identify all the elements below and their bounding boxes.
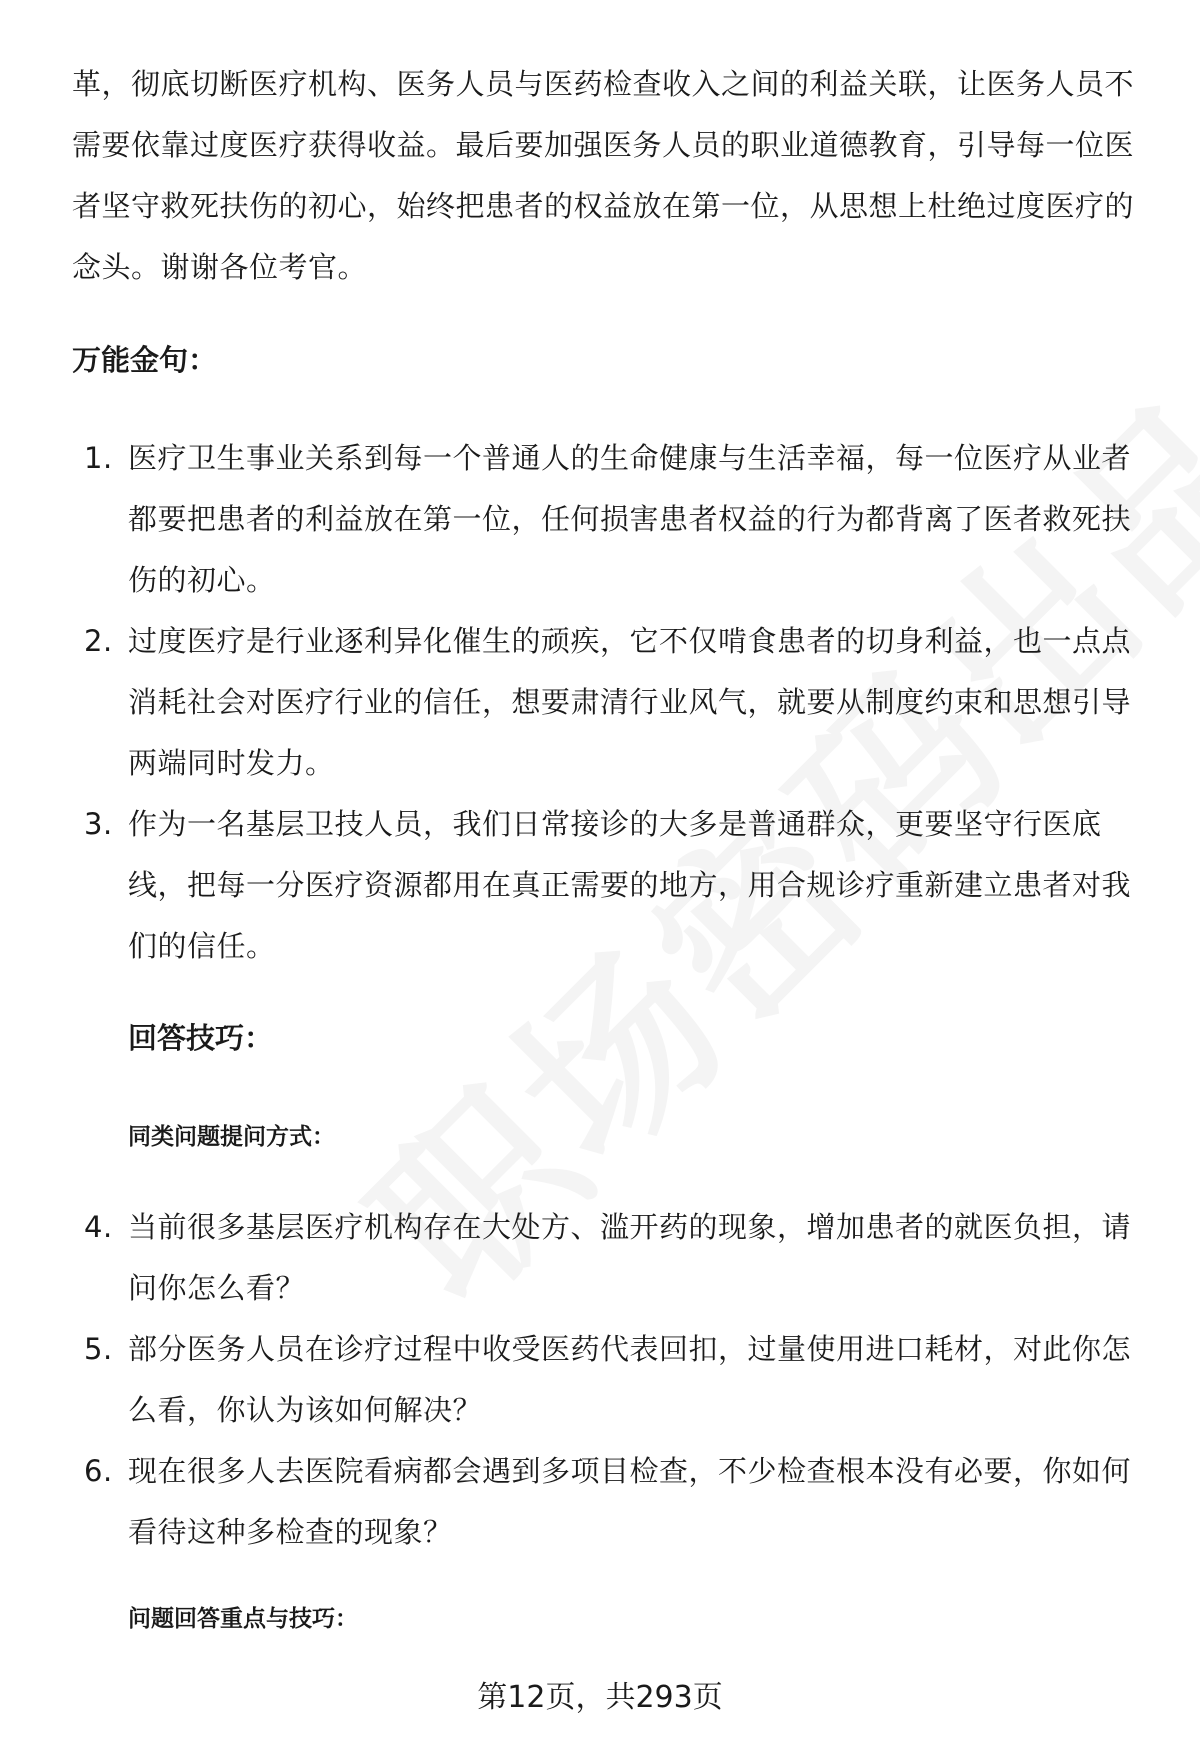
page-number-footer: 第12页，共293页	[477, 1680, 723, 1715]
similar-questions-heading: 同类问题提问方式：	[128, 1124, 335, 1150]
list-item-number: 1.	[84, 441, 113, 475]
list-item	[0, 1197, 1200, 1319]
key-points-heading: 问题回答重点与技巧：	[128, 1606, 358, 1632]
list-item-text: 过度医疗是行业逐利异化催生的顽疾，它不仅啃食患者的切身利益，也一点点消耗社会对医疗行业的信任，想要肃清行业风气，就要从制度约束和思想引导两端同时发力。	[128, 624, 1132, 780]
list-item-text: 现在很多人去医院看病都会遇到多项目检查，不少检查根本没有必要，你如何看待这种多检查的现象？	[128, 1454, 1132, 1549]
list-item-text: 医疗卫生事业关系到每一个普通人的生命健康与生活幸福，每一位医疗从业者都要把患者的利益放在第一位，任何损害患者权益的行为都背离了医者救死扶伤的初心。	[128, 441, 1132, 597]
list-item	[0, 1319, 1200, 1441]
list-item-text: 作为一名基层卫技人员，我们日常接诊的大多是普通群众，更要坚守行医底线，把每一分医疗资源都用在真正需要的地方，用合规诊疗重新建立患者对我们的信任。	[128, 807, 1132, 963]
list-item-text: 当前很多基层医疗机构存在大处方、滥开药的现象，增加患者的就医负担，请问你怎么看？	[128, 1210, 1132, 1305]
answer-tips-heading: 回答技巧：	[128, 1021, 274, 1055]
list-item	[0, 428, 1200, 611]
list-item	[0, 611, 1200, 794]
list-item-number: 5.	[84, 1332, 113, 1366]
list-item-number: 4.	[84, 1210, 113, 1244]
list-item	[0, 794, 1200, 977]
list-item-number: 3.	[84, 807, 113, 841]
list-item-number: 6.	[84, 1454, 113, 1488]
list-item	[0, 1441, 1200, 1563]
golden-sentences-heading: 万能金句：	[72, 343, 218, 377]
intro-paragraph: 革，彻底切断医疗机构、医务人员与医药检查收入之间的利益关联，让医务人员不需要依靠过度医疗获得收益。最后要加强医务人员的职业道德教育，引导每一位医者坚守救死扶伤的初心，始终把患者的权益放在第一位，从思想上杜绝过度医疗的念头。谢谢各位考官。	[72, 67, 1135, 284]
similar-questions-list	[0, 1197, 1200, 1563]
golden-sentences-list	[0, 428, 1200, 977]
list-item-text: 部分医务人员在诊疗过程中收受医药代表回扣，过量使用进口耗材，对此你怎么看，你认为该如何解决？	[128, 1332, 1132, 1427]
list-item-number: 2.	[84, 624, 113, 658]
